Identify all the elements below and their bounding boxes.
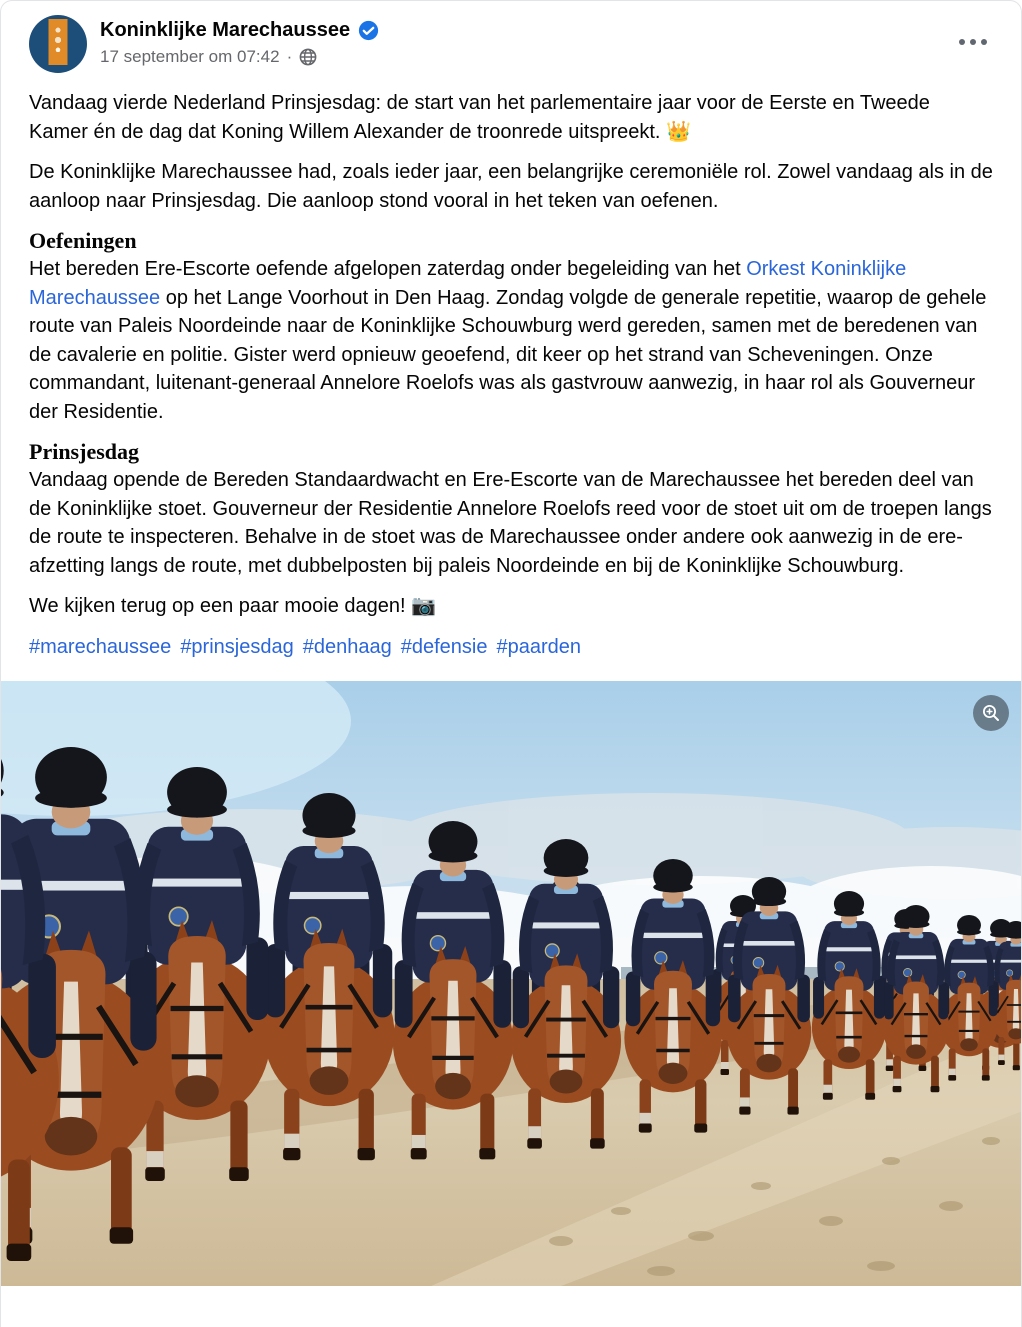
- post-subheading: Prinsjesdag: [29, 439, 139, 464]
- post-body: [1, 89, 1021, 663]
- post-options-button[interactable]: [951, 31, 995, 53]
- post-paragraph: [29, 255, 993, 426]
- post-paragraph: Vandaag vierde Nederland Prinsjesdag: de start van het parlementaire jaar voor de Eerste en Tweede Kamer én de dag dat Koning Willem Alexander de troonrede uitspreekt. 👑: [29, 92, 930, 143]
- avatar-emblem-icon: [54, 27, 63, 53]
- hashtag-link[interactable]: #defensie: [400, 635, 488, 658]
- orkest-link[interactable]: Orkest Koninklijke Marechaussee: [29, 258, 907, 309]
- verified-badge-icon: [358, 20, 379, 41]
- post-header: [1, 1, 1021, 73]
- page-name-link[interactable]: Koninklijke Marechaussee: [100, 19, 351, 41]
- hashtag-link[interactable]: #marechaussee: [29, 635, 172, 658]
- meta-separator: ·: [286, 47, 293, 66]
- paragraph-text: op het Lange Voorhout in Den Haag. Zondag volgde de generale repetitie, waarop de gehele route van Paleis Noordeinde naar de Koninklijke Schouwburg werd gereden, samen met de beredenen van de cavalerie en politie. Gister werd opnieuw geoefend, dit keer op het strand van Scheveningen. Onze commandant, luitenant-generaal Annelore Roelofs was als gastvrouw aanwezig, in haar rol als Gouverneur der Residentie.: [29, 286, 987, 423]
- photo-zoom-button[interactable]: [973, 695, 1009, 731]
- hashtag-link[interactable]: #denhaag: [302, 635, 392, 658]
- post-paragraph: De Koninklijke Marechaussee had, zoals ieder jaar, een belangrijke ceremoniële rol. Zowel vandaag als in de aanloop naar Prinsjesdag. Die aanloop stond vooral in het teken van oefenen.: [29, 161, 993, 212]
- magnifier-plus-icon: [981, 703, 1001, 723]
- page-avatar[interactable]: [29, 15, 87, 73]
- post-paragraph: We kijken terug op een paar mooie dagen! 📷: [29, 595, 437, 617]
- beach-horses-illustration: [1, 681, 1022, 1286]
- timestamp-link[interactable]: 17 september om 07:42: [100, 47, 280, 66]
- post-subheading: Oefeningen: [29, 228, 137, 253]
- paragraph-text: Het bereden Ere-Escorte oefende afgelopen zaterdag onder begeleiding van het: [29, 258, 747, 280]
- header-info: [100, 15, 379, 67]
- globe-privacy-icon: [299, 48, 317, 66]
- hashtag-link[interactable]: #prinsjesdag: [180, 635, 294, 658]
- ellipsis-icon: [959, 39, 965, 45]
- post-photo[interactable]: [1, 681, 1022, 1286]
- post-paragraph: Vandaag opende de Bereden Standaardwacht en Ere-Escorte van de Marechaussee het bereden deel van de Koninklijke stoet. Gouverneur der Residentie Annelore Roelofs reed voor de stoet uit om de troepen langs de route te inspecteren. Behalve in de stoet was de Marechaussee onder andere ook aanwezig in de ere-afzetting langs de route, met dubbelposten bij paleis Noordeinde en bij de Koninklijke Schouwburg.: [29, 469, 992, 577]
- hashtag-link[interactable]: #paarden: [496, 635, 581, 658]
- timestamp-row: [100, 47, 379, 67]
- hashtag-row: [29, 633, 993, 664]
